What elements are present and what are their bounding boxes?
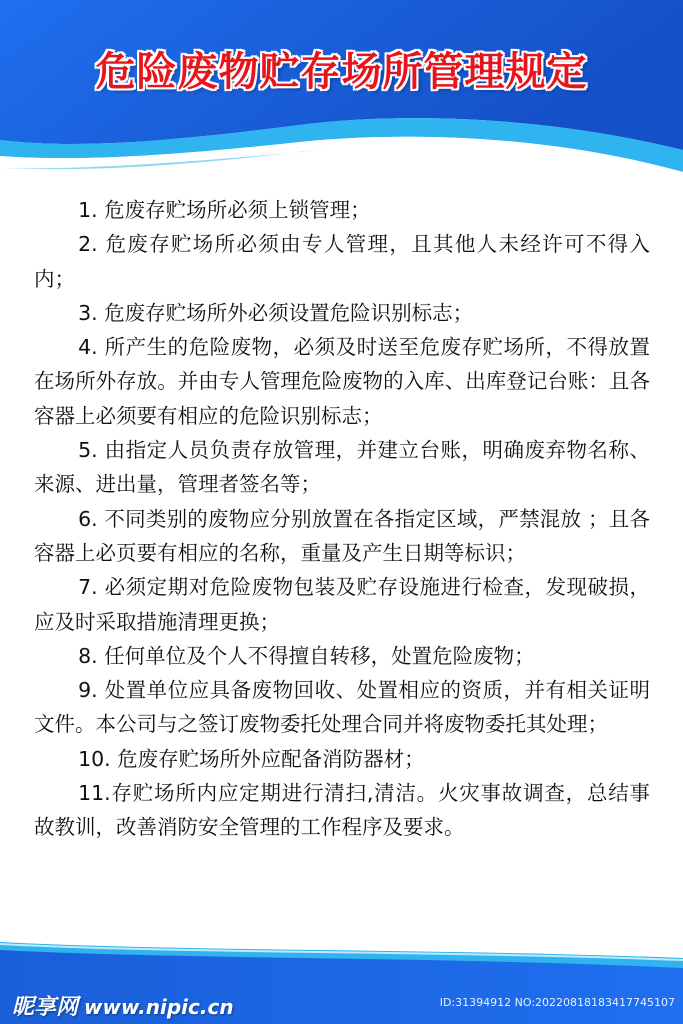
rule-item: 2. 危废存贮场所必须由专人管理，且其他人未经许可不得入内； [34,232,650,291]
rule-item: 6. 不同类别的废物应分别放置在各指定区域，严禁混放 ；且各容器上必页要有相应的名称，重量及产生日期等标识； [34,506,650,565]
rule-item: 1. 危废存贮场所必须上锁管理； [78,198,371,222]
watermark-brand: 昵享网 [12,995,79,1020]
rule-item: 5. 由指定人员负责存放管理，并建立台账，明确废弃物名称、来源、进出量，管理者签名等； [34,438,650,497]
rules-list [34,193,650,845]
rule-item: 9. 处置单位应具备废物回收、处置相应的资质，并有相关证明文件。本公司与之签订废物委托处理合同并将废物委托其处理； [34,678,650,737]
rule-item: 7. 必须定期对危险废物包装及贮存设施进行检查，发现破损，应及时采取措施清理更换； [34,575,650,634]
rule-item: 10. 危废存贮场所外应配备消防器材； [78,746,425,771]
watermark-url: www.nipic.cn [84,995,234,1019]
watermark-logo [12,990,234,1021]
rule-item: 3. 危废存贮场所外必须设置危险识别标志； [78,300,474,325]
rule-item: 4. 所产生的危险废物，必须及时送至危废存贮场所，不得放置在场所外存放。并由专人管理危险废物的入库、出库登记台账：且各容器上必须要有相应的危险识别标志； [34,335,650,428]
rule-item: 8. 任何单位及个人不得擅自转移，处置危险废物； [78,643,535,668]
page-title: 危险废物贮存场所管理规定 [95,49,588,95]
watermark-id: ID:31394912 NO:20220818183417745107 [439,996,675,1009]
rule-item: 11.存贮场所内应定期进行清扫,清洁。火灾事故调查，总结事故教训，改善消防安全管理的工作程序及要求。 [34,781,650,840]
